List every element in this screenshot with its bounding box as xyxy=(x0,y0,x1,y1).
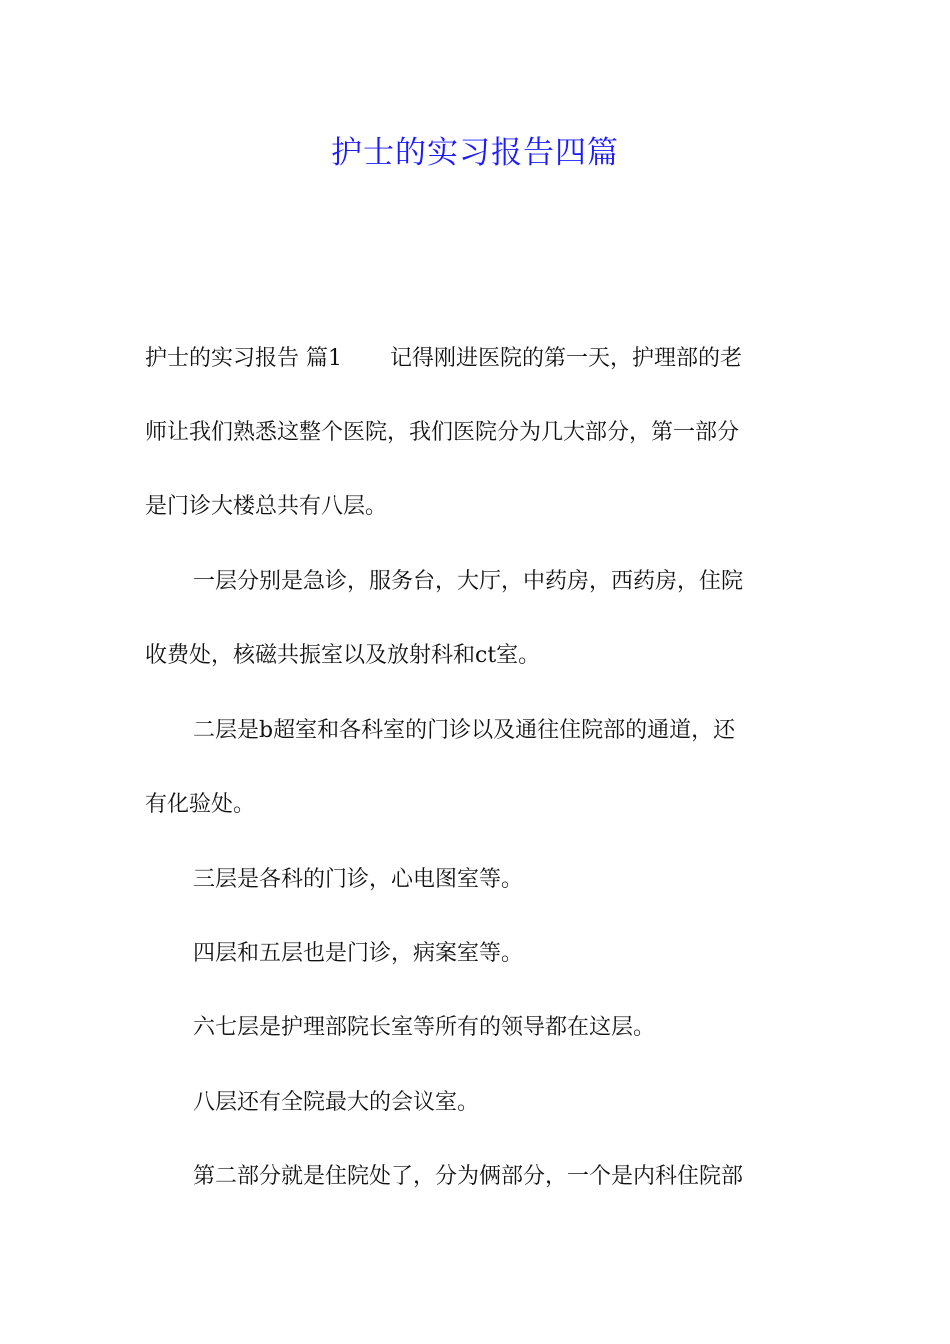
paragraph-line: 第二部分就是住院处了，分为俩部分，一个是内科住院部 xyxy=(193,1164,744,1189)
paragraph-5 xyxy=(145,917,807,991)
paragraph-8 xyxy=(145,1140,807,1214)
paragraph-line: 三层是各科的门诊，心电图室等。 xyxy=(193,867,524,892)
document-title: 护士的实习报告四篇 xyxy=(331,135,619,171)
paragraph-line: 是门诊大楼总共有八层。 xyxy=(145,494,388,519)
paragraph-line xyxy=(145,322,807,396)
paragraph-line: 八层还有全院最大的会议室。 xyxy=(193,1090,480,1115)
paragraph-1 xyxy=(145,322,807,544)
paragraph-line: 有化验处。 xyxy=(145,792,256,817)
section-heading: 护士的实习报告 篇1 xyxy=(145,346,342,371)
paragraph-line: 收费处，核磁共振室以及放射科和ct室。 xyxy=(145,643,541,668)
paragraph-line: 师让我们熟悉这整个医院，我们医院分为几大部分，第一部分 xyxy=(145,420,740,445)
paragraph-4 xyxy=(145,843,807,917)
paragraph-line: 六七层是护理部院长室等所有的领导都在这层。 xyxy=(193,1015,656,1040)
paragraph-line: 四层和五层也是门诊，病案室等。 xyxy=(193,941,524,966)
paragraph-2 xyxy=(145,545,807,693)
paragraph-3 xyxy=(145,694,807,842)
paragraph-6 xyxy=(145,991,807,1065)
paragraph-line: 二层是b超室和各科室的门诊以及通往住院部的通道，还 xyxy=(193,718,736,743)
paragraph-7 xyxy=(145,1066,807,1140)
paragraph-text: 记得刚进医院的第一天，护理部的老 xyxy=(390,346,743,371)
paragraph-line: 一层分别是急诊，服务台，大厅，中药房，西药房，住院 xyxy=(193,569,744,594)
